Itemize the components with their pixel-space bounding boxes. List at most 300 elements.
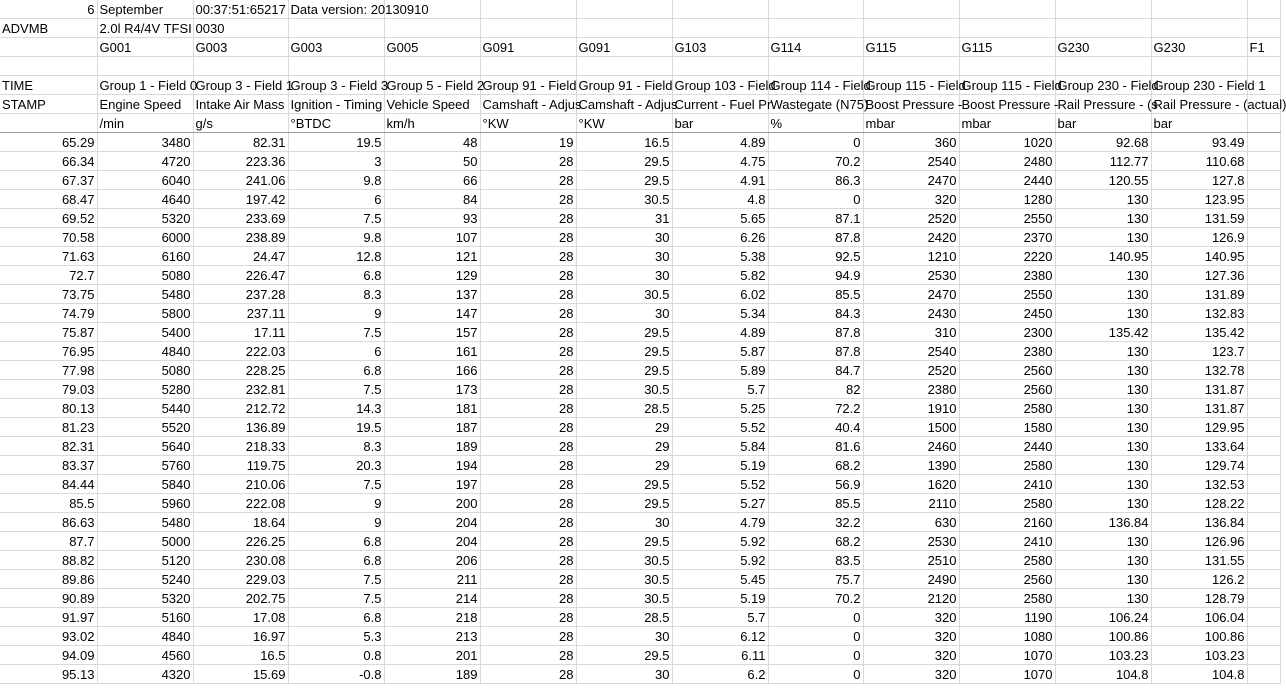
cell[interactable]: 320 [863,646,959,665]
cell[interactable]: 67.37 [0,171,97,190]
cell[interactable] [576,0,672,19]
cell[interactable] [480,0,576,19]
cell[interactable]: 130 [1055,494,1151,513]
cell[interactable]: Boost Pressure - [863,95,959,114]
cell[interactable]: 5.84 [672,437,768,456]
cell[interactable]: 130 [1055,570,1151,589]
cell[interactable]: 28 [480,285,576,304]
cell[interactable]: 5320 [97,589,193,608]
cell[interactable]: 30 [576,266,672,285]
cell[interactable] [576,57,672,76]
cell[interactable]: 29.5 [576,494,672,513]
cell[interactable]: 2160 [959,513,1055,532]
cell[interactable]: 238.89 [193,228,288,247]
cell[interactable]: Group 3 - Field 3 [288,76,384,95]
cell[interactable]: 28 [480,209,576,228]
cell[interactable]: 30.5 [576,551,672,570]
cell[interactable]: 92.5 [768,247,863,266]
cell[interactable]: 6.8 [288,266,384,285]
cell[interactable]: Group 91 - Field [576,76,672,95]
cell[interactable]: 5.45 [672,570,768,589]
cell[interactable]: 32.2 [768,513,863,532]
cell[interactable] [1055,0,1151,19]
cell[interactable]: 320 [863,608,959,627]
cell[interactable]: 197 [384,475,480,494]
cell[interactable]: 87.8 [768,323,863,342]
cell[interactable]: 2540 [863,152,959,171]
cell[interactable]: 88.82 [0,551,97,570]
cell[interactable]: °KW [480,114,576,133]
cell[interactable]: G230 [1151,38,1247,57]
cell[interactable]: 166 [384,361,480,380]
cell[interactable]: 5240 [97,570,193,589]
cell[interactable]: 197.42 [193,190,288,209]
cell[interactable] [1247,437,1280,456]
cell[interactable] [0,38,97,57]
cell[interactable]: 129.95 [1151,418,1247,437]
cell[interactable]: 5760 [97,456,193,475]
cell[interactable]: 12.8 [288,247,384,266]
cell[interactable]: Camshaft - Adjus [576,95,672,114]
cell[interactable]: 5.7 [672,608,768,627]
cell[interactable] [1247,0,1280,19]
cell[interactable]: 20.3 [288,456,384,475]
cell[interactable] [1247,57,1280,76]
cell[interactable]: 4840 [97,627,193,646]
cell[interactable]: 2440 [959,437,1055,456]
cell[interactable]: 65.29 [0,133,97,152]
cell[interactable]: 2380 [863,380,959,399]
cell[interactable] [1151,0,1247,19]
cell[interactable]: F1 [1247,38,1280,57]
cell[interactable]: % [768,114,863,133]
cell[interactable]: 29.5 [576,361,672,380]
cell[interactable]: 1620 [863,475,959,494]
cell[interactable]: 30 [576,665,672,684]
cell[interactable]: 2580 [959,399,1055,418]
cell[interactable]: 81.6 [768,437,863,456]
cell[interactable]: 30.5 [576,285,672,304]
cell[interactable]: 1910 [863,399,959,418]
cell[interactable]: 29.5 [576,323,672,342]
cell[interactable]: 94.09 [0,646,97,665]
cell[interactable]: 226.47 [193,266,288,285]
cell[interactable] [768,0,863,19]
cell[interactable]: 5.34 [672,304,768,323]
cell[interactable]: 4.89 [672,323,768,342]
cell[interactable]: 237.11 [193,304,288,323]
cell[interactable]: 19.5 [288,133,384,152]
cell[interactable]: 66.34 [0,152,97,171]
cell[interactable]: 131.55 [1151,551,1247,570]
cell[interactable]: 5.7 [672,380,768,399]
cell[interactable]: 5000 [97,532,193,551]
cell[interactable]: 130 [1055,437,1151,456]
cell[interactable]: 1080 [959,627,1055,646]
cell[interactable]: 210.06 [193,475,288,494]
cell[interactable]: Group 115 - Field [863,76,959,95]
cell[interactable]: 2580 [959,456,1055,475]
cell[interactable]: 130 [1055,551,1151,570]
cell[interactable]: 194 [384,456,480,475]
cell[interactable]: 131.59 [1151,209,1247,228]
cell[interactable]: 103.23 [1055,646,1151,665]
cell[interactable]: 5.87 [672,342,768,361]
cell[interactable]: 310 [863,323,959,342]
cell[interactable]: 5080 [97,266,193,285]
cell[interactable]: 83.37 [0,456,97,475]
cell[interactable]: 86.63 [0,513,97,532]
cell[interactable]: 4720 [97,152,193,171]
cell[interactable] [0,57,97,76]
cell[interactable]: 121 [384,247,480,266]
cell[interactable] [1247,285,1280,304]
cell[interactable]: G003 [193,38,288,57]
cell[interactable]: 28 [480,665,576,684]
cell[interactable]: 2380 [959,266,1055,285]
cell[interactable] [1055,19,1151,38]
cell[interactable]: 00:37:51:65217 [193,0,288,19]
cell[interactable]: 75.7 [768,570,863,589]
cell[interactable]: 2580 [959,551,1055,570]
cell[interactable]: 6000 [97,228,193,247]
cell[interactable]: 28 [480,437,576,456]
cell[interactable]: 2580 [959,494,1055,513]
cell[interactable]: 5080 [97,361,193,380]
cell[interactable]: 16.97 [193,627,288,646]
cell[interactable]: 28 [480,551,576,570]
cell[interactable]: 72.7 [0,266,97,285]
cell[interactable]: 237.28 [193,285,288,304]
cell[interactable]: 4640 [97,190,193,209]
cell[interactable]: 5.65 [672,209,768,228]
cell[interactable]: 85.5 [768,285,863,304]
cell[interactable]: 120.55 [1055,171,1151,190]
cell[interactable]: 1070 [959,665,1055,684]
cell[interactable]: Vehicle Speed [384,95,480,114]
cell[interactable] [1247,532,1280,551]
cell[interactable]: bar [1055,114,1151,133]
cell[interactable]: 28 [480,494,576,513]
cell[interactable]: 0030 [193,19,288,38]
cell[interactable]: Ignition - Timing [288,95,384,114]
cell[interactable]: 2420 [863,228,959,247]
cell[interactable]: 107 [384,228,480,247]
cell[interactable] [1247,418,1280,437]
cell[interactable]: 16.5 [193,646,288,665]
cell[interactable]: 87.8 [768,228,863,247]
cell[interactable]: 19.5 [288,418,384,437]
cell[interactable]: 24.47 [193,247,288,266]
cell[interactable]: 75.87 [0,323,97,342]
cell[interactable]: 130 [1055,380,1151,399]
cell[interactable]: 136.84 [1151,513,1247,532]
cell[interactable]: 50 [384,152,480,171]
cell[interactable] [1055,57,1151,76]
cell[interactable]: 71.63 [0,247,97,266]
cell[interactable]: 127.36 [1151,266,1247,285]
cell[interactable]: G230 [1055,38,1151,57]
cell[interactable] [1151,57,1247,76]
cell[interactable]: Group 1 - Field 0 [97,76,193,95]
cell[interactable]: 130 [1055,209,1151,228]
cell[interactable]: 135.42 [1151,323,1247,342]
cell[interactable]: 83.5 [768,551,863,570]
cell[interactable]: 5960 [97,494,193,513]
cell[interactable]: G001 [97,38,193,57]
cell[interactable]: 84.44 [0,475,97,494]
cell[interactable]: 9 [288,494,384,513]
cell[interactable]: 130 [1055,266,1151,285]
cell[interactable] [1247,190,1280,209]
cell[interactable] [1247,665,1280,684]
cell[interactable]: 1070 [959,646,1055,665]
cell[interactable]: 9.8 [288,171,384,190]
cell[interactable]: 2530 [863,532,959,551]
cell[interactable] [1247,627,1280,646]
cell[interactable]: 5280 [97,380,193,399]
cell[interactable]: 93.49 [1151,133,1247,152]
cell[interactable]: 4320 [97,665,193,684]
cell[interactable]: 201 [384,646,480,665]
cell[interactable]: 6160 [97,247,193,266]
cell[interactable]: -0.8 [288,665,384,684]
cell[interactable]: 5.82 [672,266,768,285]
cell[interactable]: 9 [288,304,384,323]
cell[interactable]: 93 [384,209,480,228]
cell[interactable]: Data version: 20130910 [288,0,384,19]
cell[interactable]: 6.11 [672,646,768,665]
cell[interactable]: °KW [576,114,672,133]
cell[interactable]: 104.8 [1151,665,1247,684]
cell[interactable]: 28 [480,532,576,551]
cell[interactable]: 140.95 [1055,247,1151,266]
cell[interactable]: 128.22 [1151,494,1247,513]
cell[interactable]: 29.5 [576,171,672,190]
cell[interactable]: 8.3 [288,437,384,456]
cell[interactable]: 28 [480,247,576,266]
cell[interactable]: 241.06 [193,171,288,190]
cell[interactable]: 2410 [959,475,1055,494]
cell[interactable]: 2220 [959,247,1055,266]
cell[interactable]: 119.75 [193,456,288,475]
cell[interactable]: 9.8 [288,228,384,247]
cell[interactable]: 189 [384,665,480,684]
cell[interactable]: 222.03 [193,342,288,361]
cell[interactable]: 28 [480,627,576,646]
cell[interactable]: 28 [480,171,576,190]
cell[interactable] [1247,513,1280,532]
cell[interactable] [384,57,480,76]
cell[interactable]: 2560 [959,361,1055,380]
cell[interactable]: 130 [1055,228,1151,247]
cell[interactable] [1247,19,1280,38]
cell[interactable]: 6.8 [288,532,384,551]
cell[interactable]: 1500 [863,418,959,437]
cell[interactable]: 2480 [959,152,1055,171]
cell[interactable]: 2470 [863,285,959,304]
cell[interactable]: 1280 [959,190,1055,209]
cell[interactable]: 28 [480,399,576,418]
cell[interactable]: 9 [288,513,384,532]
cell[interactable]: 131.87 [1151,380,1247,399]
cell[interactable]: 5480 [97,285,193,304]
cell[interactable]: 2110 [863,494,959,513]
cell[interactable]: 106.04 [1151,608,1247,627]
cell[interactable]: G114 [768,38,863,57]
cell[interactable]: 0.8 [288,646,384,665]
cell[interactable]: g/s [193,114,288,133]
cell[interactable] [1247,209,1280,228]
cell[interactable]: 2450 [959,304,1055,323]
cell[interactable]: Group 5 - Field 2 [384,76,480,95]
cell[interactable]: 5320 [97,209,193,228]
cell[interactable]: 90.89 [0,589,97,608]
cell[interactable]: 29 [576,418,672,437]
cell[interactable]: 28 [480,342,576,361]
cell[interactable] [288,19,384,38]
cell[interactable]: 132.78 [1151,361,1247,380]
cell[interactable]: 72.2 [768,399,863,418]
cell[interactable]: 136.84 [1055,513,1151,532]
cell[interactable]: 31 [576,209,672,228]
cell[interactable] [1247,228,1280,247]
cell[interactable]: STAMP [0,95,97,114]
cell[interactable]: G103 [672,38,768,57]
cell[interactable]: 229.03 [193,570,288,589]
cell[interactable] [1247,646,1280,665]
cell[interactable]: 2510 [863,551,959,570]
cell[interactable]: 4560 [97,646,193,665]
cell[interactable]: 5.92 [672,532,768,551]
cell[interactable]: 3 [288,152,384,171]
cell[interactable]: 132.53 [1151,475,1247,494]
cell[interactable]: 135.42 [1055,323,1151,342]
cell[interactable]: 2490 [863,570,959,589]
cell[interactable] [1247,570,1280,589]
cell[interactable] [959,19,1055,38]
cell[interactable]: 130 [1055,285,1151,304]
cell[interactable]: 28 [480,513,576,532]
cell[interactable]: 29.5 [576,532,672,551]
cell[interactable]: 173 [384,380,480,399]
cell[interactable]: 2520 [863,361,959,380]
cell[interactable] [768,19,863,38]
cell[interactable]: Group 230 - Field [1055,76,1151,95]
cell[interactable]: 73.75 [0,285,97,304]
cell[interactable]: 0 [768,190,863,209]
cell[interactable]: 7.5 [288,589,384,608]
cell[interactable]: 200 [384,494,480,513]
cell[interactable]: 28 [480,570,576,589]
cell[interactable] [1247,323,1280,342]
cell[interactable]: 130 [1055,361,1151,380]
cell[interactable] [863,0,959,19]
cell[interactable]: 28 [480,228,576,247]
cell[interactable]: 94.9 [768,266,863,285]
cell[interactable]: 28 [480,380,576,399]
cell[interactable]: 6.12 [672,627,768,646]
cell[interactable]: 1190 [959,608,1055,627]
cell[interactable]: 5120 [97,551,193,570]
cell[interactable]: 29.5 [576,646,672,665]
cell[interactable]: 126.9 [1151,228,1247,247]
cell[interactable] [1247,494,1280,513]
cell[interactable]: 5.25 [672,399,768,418]
cell[interactable]: 87.8 [768,342,863,361]
cell[interactable]: 130 [1055,190,1151,209]
cell[interactable]: 2580 [959,589,1055,608]
cell[interactable]: 0 [768,646,863,665]
cell[interactable]: 28 [480,266,576,285]
cell[interactable]: 106.24 [1055,608,1151,627]
cell[interactable] [480,19,576,38]
cell[interactable]: 4.8 [672,190,768,209]
cell[interactable]: 1210 [863,247,959,266]
cell[interactable] [1247,266,1280,285]
cell[interactable]: 28 [480,304,576,323]
cell[interactable] [1247,152,1280,171]
cell[interactable]: 29.5 [576,342,672,361]
cell[interactable]: 6 [288,190,384,209]
cell[interactable]: 28 [480,456,576,475]
cell[interactable]: 233.69 [193,209,288,228]
cell[interactable]: 5.92 [672,551,768,570]
cell[interactable]: 40.4 [768,418,863,437]
cell[interactable]: 5480 [97,513,193,532]
cell[interactable]: 130 [1055,342,1151,361]
cell[interactable] [863,19,959,38]
cell[interactable]: 100.86 [1151,627,1247,646]
cell[interactable]: 68.47 [0,190,97,209]
cell[interactable]: 87.7 [0,532,97,551]
cell[interactable]: 14.3 [288,399,384,418]
cell[interactable]: 5160 [97,608,193,627]
cell[interactable]: 630 [863,513,959,532]
cell[interactable] [1247,304,1280,323]
cell[interactable]: Wastegate (N75) [768,95,863,114]
cell[interactable]: 29 [576,437,672,456]
cell[interactable]: 68.2 [768,456,863,475]
cell[interactable]: 4840 [97,342,193,361]
cell[interactable] [576,19,672,38]
cell[interactable]: 30 [576,247,672,266]
cell[interactable]: 5840 [97,475,193,494]
cell[interactable]: G115 [959,38,1055,57]
cell[interactable]: 157 [384,323,480,342]
cell[interactable]: 2300 [959,323,1055,342]
cell[interactable] [863,57,959,76]
cell[interactable] [97,57,193,76]
cell[interactable]: 82.31 [0,437,97,456]
cell[interactable]: 140.95 [1151,247,1247,266]
cell[interactable]: 5.38 [672,247,768,266]
cell[interactable]: Engine Speed [97,95,193,114]
cell[interactable]: 230.08 [193,551,288,570]
cell[interactable]: 132.83 [1151,304,1247,323]
cell[interactable]: 129.74 [1151,456,1247,475]
cell[interactable]: 70.58 [0,228,97,247]
cell[interactable]: 29.5 [576,475,672,494]
cell[interactable] [1247,133,1280,152]
cell[interactable]: bar [1151,114,1247,133]
cell[interactable]: °BTDC [288,114,384,133]
cell[interactable] [1247,171,1280,190]
cell[interactable]: 128.79 [1151,589,1247,608]
cell[interactable] [1151,19,1247,38]
cell[interactable]: 28 [480,190,576,209]
cell[interactable]: 187 [384,418,480,437]
